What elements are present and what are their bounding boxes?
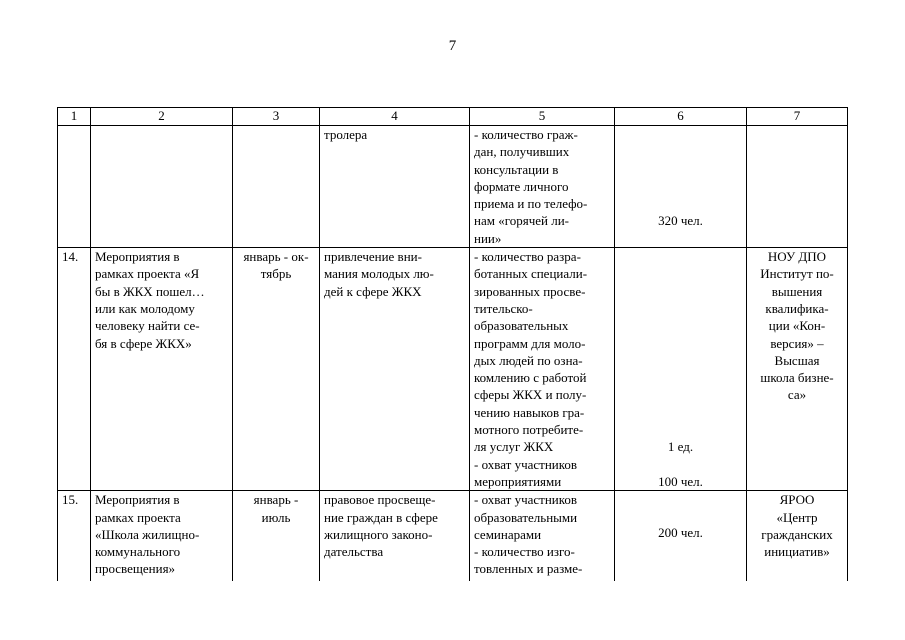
page-number: 7 xyxy=(448,38,457,54)
indicator-cell: - количество граж- дан, получивших консультации в формате личного приема и по телефо- нам «горячей ли- нии» xyxy=(470,126,615,248)
table-row xyxy=(58,491,848,581)
period-cell xyxy=(233,126,320,248)
events-table xyxy=(57,107,848,581)
event-cell: Мероприятия в рамках проекта «Я бы в ЖКХ пошел… или как молодому человеку найти се- бя в сфере ЖКХ» xyxy=(91,248,233,491)
header-col-7: 7 xyxy=(747,108,848,126)
executor-cell xyxy=(747,126,848,248)
header-col-4: 4 xyxy=(320,108,470,126)
indicator-cell: - охват участников образовательными семинарами - количество изго- товленных и разме- xyxy=(470,491,615,581)
goal-cell: тролера xyxy=(320,126,470,248)
value-cell: 320 чел. xyxy=(615,126,747,248)
indicator-cell: - количество разра- ботанных специали- зированных просве- тительско- образовательных программ для моло- дых людей по озна- комлению с работой сферы ЖКХ и полу- чению навыков гра- мотного потребите- ля услуг ЖКХ - охват участников мероприятиями xyxy=(470,248,615,491)
goal-cell: привлечение вни- мания молодых лю- дей к сфере ЖКХ xyxy=(320,248,470,491)
header-col-6: 6 xyxy=(615,108,747,126)
header-col-3: 3 xyxy=(233,108,320,126)
period-cell: январь - ок- тябрь xyxy=(233,248,320,491)
goal-cell: правовое просвеще- ние граждан в сфере жилищного законо- дательства xyxy=(320,491,470,581)
period-cell: январь - июль xyxy=(233,491,320,581)
row-number: 14. xyxy=(58,248,91,491)
executor-cell: ЯРОО «Центр гражданских инициатив» xyxy=(747,491,848,581)
row-number xyxy=(58,126,91,248)
value-cell: 200 чел. xyxy=(615,491,747,581)
table-row xyxy=(58,248,848,491)
table-header-row xyxy=(58,108,848,126)
header-col-2: 2 xyxy=(91,108,233,126)
value-cell: 1 ед. 100 чел. xyxy=(615,248,747,491)
header-col-5: 5 xyxy=(470,108,615,126)
row-number: 15. xyxy=(58,491,91,581)
header-col-1: 1 xyxy=(58,108,91,126)
event-cell xyxy=(91,126,233,248)
table-row xyxy=(58,126,848,248)
executor-cell: НОУ ДПО Институт по- вышения квалифика- ции «Кон- версия» – Высшая школа бизне- са» xyxy=(747,248,848,491)
event-cell: Мероприятия в рамках проекта «Школа жилищно- коммунального просвещения» xyxy=(91,491,233,581)
